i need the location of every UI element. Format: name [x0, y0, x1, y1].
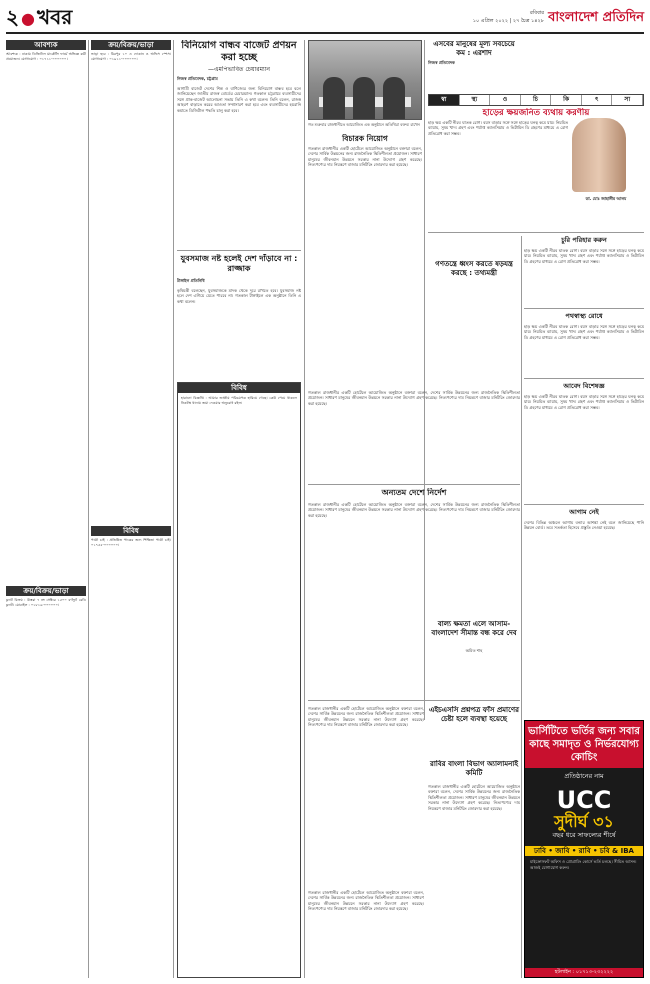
health-story4-headline: আবেদ বিশেষজ্ঞ [563, 382, 605, 390]
page-number: ২ ● খবর [6, 5, 73, 29]
health-body: হাড় ক্ষয় একটি নীরব ঘাতক রোগ। বয়স বাড়ার সঙ্গে সঙ্গে হাড়ের ঘনত্ব কমে যায়। নিয়মিত ব্যায়াম, সুষম খাদ্য গ্রহণ এবং পর্যাপ্ত ক্যালসিয়াম ও ভিটামিন ডি গ্রহণের মাধ্যমে এ রোগ প্রতিরোধ করা সম্ভব। [428, 120, 568, 136]
lead-body: আগামী বাজেট দেশের শিল্প ও বাণিজ্যের জন্য বিনিয়োগ বান্ধব হবে বলে জানিয়েছেন জাতীয় রাজস্ব বোর্ডের চেয়ারম্যান। গতকাল চট্টগ্রামে ব্যবসায়ীদের সঙ্গে প্রাক-বাজেট আলোচনা সভায় তিনি এ কথা বলেন। তিনি বলেন, রাজস্ব আহরণ বাড়াতে করের আওতা সম্প্রসারণ করা হবে এবং ব্যবসায়ীদের হয়রানি কমাতে ডিজিটাল পদ্ধতি চালু করা হবে। [177, 86, 301, 113]
ad-subline: প্রতিষ্ঠানের নাম [564, 772, 604, 780]
classified-column-1 [6, 52, 86, 582]
news-photo [308, 40, 422, 120]
classified-ad: পাত্রী চাই : প্রতিষ্ঠিত পাত্রের জন্য শিক্ষিতা পাত্রী চাই। ০১৭৫৫-০০০০০০। [91, 538, 171, 547]
health-author: ডা. মোঃ জাহাঙ্গীর আলম [585, 196, 627, 201]
coaching-advertisement [524, 720, 644, 978]
lead2-byline: টাঙ্গাইল প্রতিনিধি [177, 278, 205, 283]
health-tab: স্বা [429, 95, 460, 105]
health-story3-headline: পথস্বাস্থ্য রোধে [565, 312, 603, 320]
story-rule [308, 484, 520, 485]
story3-body: গতকাল রাজধানীর একটি হোটেলে আয়োজিত অনুষ্ঠানে বক্তারা বলেন, দেশের সার্বিক উন্নয়নের জন্য রাজনৈতিক স্থিতিশীলতা প্রয়োজন। সাধারণ মানুষের জীবনমান উন্নয়নে সরকার নানা উদ্যোগ গ্রহণ করেছে। নিত্যপণ্যের দাম নিয়ন্ত্রণে বাজার মনিটরিং জোরদার করা হয়েছে। [308, 502, 520, 518]
health-story5-headline: আগাম নেই [569, 508, 599, 516]
story-rule [428, 232, 644, 233]
issue-date [384, 9, 544, 25]
health-tab: সা [612, 95, 643, 105]
story7-body: গতকাল রাজধানীর একটি হোটেলে আয়োজিত অনুষ্ঠানে বক্তারা বলেন, দেশের সার্বিক উন্নয়নের জন্য রাজনৈতিক স্থিতিশীলতা প্রয়োজন। সাধারণ মানুষের জীবনমান উন্নয়নে সরকার নানা উদ্যোগ গ্রহণ করেছে। নিত্যপণ্যের দাম নিয়ন্ত্রণে বাজার মনিটরিং জোরদার করা হয়েছে। [308, 890, 424, 912]
center-body: গতকাল রাজধানীর একটি হোটেলে আয়োজিত অনুষ্ঠানে বক্তারা বলেন, দেশের সার্বিক উন্নয়নের জন্য রাজনৈতিক স্থিতিশীলতা প্রয়োজন। সাধারণ মানুষের জীবনমান উন্নয়নে সরকার নানা উদ্যোগ গ্রহণ করেছে। নিত্যপণ্যের দাম নিয়ন্ত্রণে বাজার মনিটরিং জোরদার করা হয়েছে। [308, 146, 422, 168]
health-story5-body: দেশের বিভিন্ন অঞ্চলে আগাম বন্যার আশঙ্কা নেই বলে জানিয়েছে পানি উন্নয়ন বোর্ড। তবে সতর্কতা হিসেবে প্রস্তুতি নেওয়া হয়েছে। [524, 520, 644, 531]
column-rule [173, 40, 174, 978]
story6-headline: রাবির বাংলা বিভাগ অ্যালামনাই কমিটি [430, 760, 518, 777]
health-story2-body: হাড় ক্ষয় একটি নীরব ঘাতক রোগ। বয়স বাড়ার সঙ্গে সঙ্গে হাড়ের ঘনত্ব কমে যায়। নিয়মিত ব্যায়াম, সুষম খাদ্য গ্রহণ এবং পর্যাপ্ত ক্যালসিয়াম ও ভিটামিন ডি গ্রহণের মাধ্যমে এ রোগ প্রতিরোধ করা সম্ভব। [524, 248, 644, 264]
brand-logo: বাংলাদেশ প্রতিদিন [548, 10, 644, 25]
health-section-tabs [428, 94, 644, 106]
issue-day: রবিবার [530, 10, 544, 16]
lead2-headline: যুবসমাজ নষ্ট হলেই দেশ দাঁড়াবে না : রাজ্জাক [180, 254, 298, 273]
health-tab: চি [521, 95, 552, 105]
classified-column-2 [91, 52, 171, 522]
column-rule [304, 40, 305, 978]
story5-headline: এইচএসসি প্রশ্নপত্র ফাঁস প্রমাণের চেষ্টা হলে ব্যবস্থা হয়েছে [429, 706, 519, 723]
health-tab: কি [551, 95, 582, 105]
issue-date-value: ১০ এপ্রিল ২০২২ | ২৭ চৈত্র ১৪২৮ [472, 18, 544, 24]
story6-body: গতকাল রাজধানীর একটি হোটেলে আয়োজিত অনুষ্ঠানে বক্তারা বলেন, দেশের সার্বিক উন্নয়নের জন্য রাজনৈতিক স্থিতিশীলতা প্রয়োজন। সাধারণ মানুষের জীবনমান উন্নয়নে সরকার নানা উদ্যোগ গ্রহণ করেছে। নিত্যপণ্যের দাম নিয়ন্ত্রণে বাজার মনিটরিং জোরদার করা হয়েছে। [428, 784, 520, 811]
classified-ad: ভাড়া হবে : মিরপুর ১০ এ দোকান ও অফিস স্পেস। যোগাযোগ : ০১৯১১-০০০০০০। [91, 52, 171, 61]
story1-byline: নিজস্ব প্রতিবেদক [428, 60, 455, 65]
classified-header-sale: ক্রয়/বিক্রয়/ভাড়া [91, 40, 171, 50]
column-rule [88, 40, 89, 978]
story-rule [177, 250, 301, 251]
story-rule [524, 504, 644, 505]
classified-header-wanted: আবশ্যক [6, 40, 86, 50]
page-number-value: ২ [6, 5, 20, 29]
lead-subhead: —এমপিভাবিত চেয়ারম্যান [207, 66, 270, 73]
classified-ad: আবশ্যক : ঢাকায় ডিজিটাল মার্কেটিং ফার্মে অভিজ্ঞ কর্মী প্রয়োজন। যোগাযোগ : ০১৭১১-০০০০০০। [6, 52, 86, 61]
classified-header-sale-2: ক্রয়/বিক্রয়/ভাড়া [6, 586, 86, 596]
ad-years-sub: বছর ধরে সাফল্যের শীর্ষে [552, 831, 616, 839]
classified-column-1b [6, 598, 86, 978]
misc-header: বিবিধ [178, 383, 300, 393]
section-title: খবর [36, 5, 73, 29]
health-tab: স্থ্য [460, 95, 491, 105]
lead-headline: বিনিয়োগ বান্ধব বাজেট প্রণয়ন করা হচ্ছে [181, 40, 297, 63]
story-rule [524, 308, 644, 309]
story2-headline: গণতন্ত্রে ধ্বংস করতে ষড়যন্ত্র করছে : তথ্যমন্ত্রী [435, 260, 513, 277]
ad-universities: ঢাবি • জাবি • রাবি • চবি & IBA [525, 846, 643, 856]
health-story2-headline: চুরি পরিহার করুন [561, 236, 607, 244]
health-photo [572, 118, 626, 192]
ad-years: সুদীর্ঘ ৩১ [554, 812, 614, 831]
story5-body: গতকাল রাজধানীর একটি হোটেলে আয়োজিত অনুষ্ঠানে বক্তারা বলেন, দেশের সার্বিক উন্নয়নের জন্য রাজনৈতিক স্থিতিশীলতা প্রয়োজন। সাধারণ মানুষের জীবনমান উন্নয়নে সরকার নানা উদ্যোগ গ্রহণ করেছে। নিত্যপণ্যের দাম নিয়ন্ত্রণে বাজার মনিটরিং জোরদার করা হয়েছে। [308, 706, 424, 728]
lead-byline: নিজস্ব প্রতিবেদক, চট্টগ্রাম [177, 76, 218, 81]
center-headline: বিচারক নিয়োগ [342, 134, 388, 143]
classified-ad: ফ্ল্যাট বিক্রয় : উত্তরা ৭ নং সেক্টরে ১৫০০ বর্গফুট রেডি ফ্ল্যাট। মোবাইল : ০১৮১৯-০০০০০০। [6, 598, 86, 607]
story-rule [308, 700, 520, 701]
classified-column-2b [91, 538, 171, 978]
story4-headline: বাল্য ক্ষমতা এলে আসাম-বাংলাদেশ সীমান্ত বন্ধ করে দেব [431, 620, 517, 637]
photo-caption: গত শুক্রবার রাজধানীতে আয়োজিত এক অনুষ্ঠানে অতিথিরা বক্তব্য রাখেন [308, 122, 420, 127]
health-tab: ৎ [582, 95, 613, 105]
story4-byline: অমিত শাহ [465, 648, 483, 653]
ad-brand: UCC [556, 786, 612, 814]
story-rule [524, 378, 644, 379]
health-story4-body: হাড় ক্ষয় একটি নীরব ঘাতক রোগ। বয়স বাড়ার সঙ্গে সঙ্গে হাড়ের ঘনত্ব কমে যায়। নিয়মিত ব্যায়াম, সুষম খাদ্য গ্রহণ এবং পর্যাপ্ত ক্যালসিয়াম ও ভিটামিন ডি গ্রহণের মাধ্যমে এ রোগ প্রতিরোধ করা সম্ভব। [524, 394, 644, 410]
column-rule [521, 236, 522, 978]
classified-header-misc: বিবিধ [91, 526, 171, 536]
story3-headline: অন্যতম দেশে নির্দেশ [381, 488, 447, 497]
lead2-body: কৃষিমন্ত্রী বলেছেন, যুবসমাজকে মাদক থেকে দূরে রাখতে হবে। যুবসমাজ নষ্ট হলে দেশ এগিয়ে যেতে পারবে না। গতকাল টাঙ্গাইলে এক অনুষ্ঠানে তিনি এ কথা বলেন। [177, 288, 301, 304]
health-headline: হাড়ের ক্ষয়জনিত ব্যথায় করণীয় [482, 108, 590, 118]
masthead [6, 4, 644, 34]
misc-body: হারানো বিজ্ঞপ্তি : আমার জাতীয় পরিচয়পত্র হারিয়ে গেছে। কেউ পেয়ে থাকলে নিকটস্থ থানায় জমা দেওয়ার অনুরোধ রইল। [181, 396, 297, 405]
ad-details: মাইক্রোসফট অফিস ও প্রোগ্রামিং কোর্সে ভর্তি চলছে। সীমিত আসন। আজই যোগাযোগ করুন। [530, 859, 637, 870]
ad-headline: ভার্সিটিতে ভর্তির জন্য সবার কাছে সমাদৃত ও নির্ভরযোগ্য কোচিং [525, 721, 643, 768]
health-story3-body: হাড় ক্ষয় একটি নীরব ঘাতক রোগ। বয়স বাড়ার সঙ্গে সঙ্গে হাড়ের ঘনত্ব কমে যায়। নিয়মিত ব্যায়াম, সুষম খাদ্য গ্রহণ এবং পর্যাপ্ত ক্যালসিয়াম ও ভিটামিন ডি গ্রহণের মাধ্যমে এ রোগ প্রতিরোধ করা সম্ভব। [524, 324, 644, 340]
health-tab: ও [490, 95, 521, 105]
ad-phone: হটলাইন : ০১৭১৩-২৩২২২২ [525, 968, 643, 977]
story2-body: গতকাল রাজধানীর একটি হোটেলে আয়োজিত অনুষ্ঠানে বক্তারা বলেন, দেশের সার্বিক উন্নয়নের জন্য রাজনৈতিক স্থিতিশীলতা প্রয়োজন। সাধারণ মানুষের জীবনমান উন্নয়নে সরকার নানা উদ্যোগ গ্রহণ করেছে। নিত্যপণ্যের দাম নিয়ন্ত্রণে বাজার মনিটরিং জোরদার করা হয়েছে। [308, 390, 520, 406]
story1-headline: এসবের মানুষের মূল্য সবচেয়ে কম : এরশাদ [433, 40, 515, 57]
